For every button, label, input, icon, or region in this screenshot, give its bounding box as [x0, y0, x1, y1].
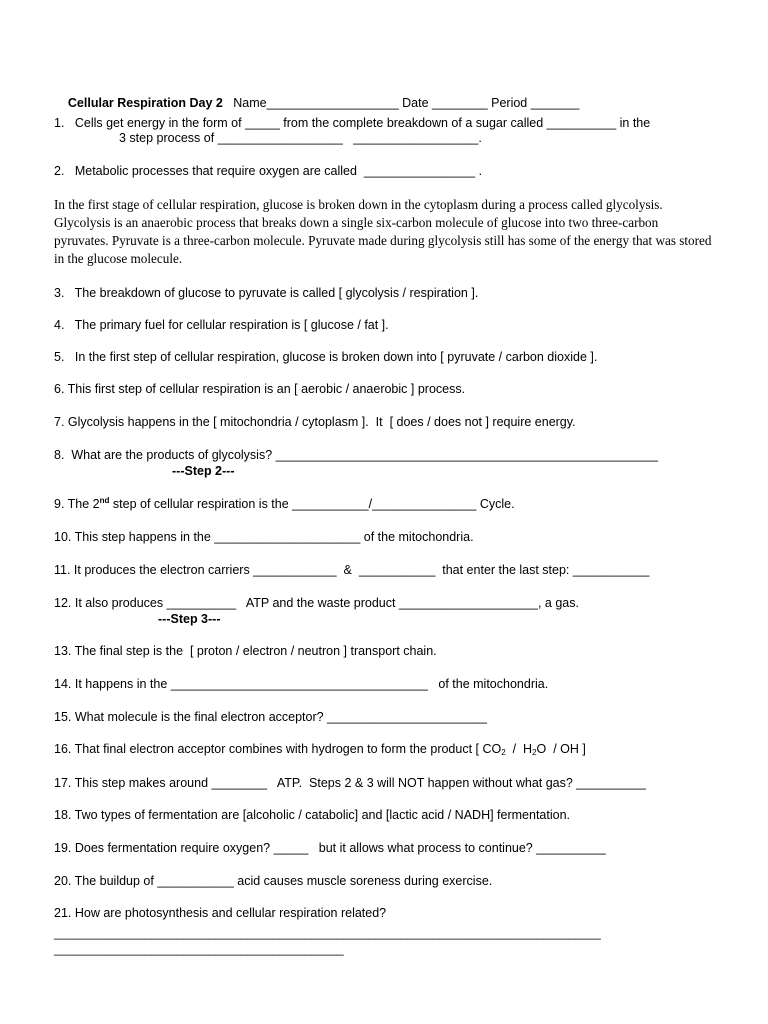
question-13: 13. The final step is the [ proton / electron / neutron ] transport chain.: [54, 644, 437, 658]
question-1: 1. Cells get energy in the form of _____ from the complete breakdown of a sugar called __________ in the: [54, 116, 651, 130]
step-3-heading: ---Step 3---: [158, 612, 221, 626]
question-7: 7. Glycolysis happens in the [ mitochondria / cytoplasm ]. It [ does / does not ] require energy.: [54, 415, 576, 429]
question-2: 2. Metabolic processes that require oxygen are called ________________ .: [54, 164, 483, 178]
question-21: 21. How are photosynthesis and cellular respiration related?: [54, 906, 387, 920]
subscript-2: 2: [532, 748, 537, 757]
question-10: 10. This step happens in the _____________________ of the mitochondria.: [54, 530, 474, 544]
question-4: 4. The primary fuel for cellular respiration is [ glucose / fat ].: [54, 318, 389, 332]
question-9-end: step of cellular respiration is the ___________/_______________ Cycle.: [109, 497, 515, 511]
question-19: 19. Does fermentation require oxygen? _____ but it allows what process to continue? __________: [54, 841, 606, 855]
answer-line-1: _____________________________________________________________________________________: [54, 926, 601, 940]
question-18: 18. Two types of fermentation are [alcoholic / catabolic] and [lactic acid / NADH] fermentation.: [54, 808, 570, 822]
intro-paragraph: In the first stage of cellular respiration, glucose is broken down in the cytoplasm during a process called glycolysis. Glycolysis is an anaerobic process that breaks down a single six-carbon molecule of glucose into two three-carbon pyruvates. Pyruvate is a three-carbon molecule. Pyruvate made during glycolysis still has some of the energy that was stored in the glucose molecule.: [54, 197, 712, 266]
question-16-part-3: O / OH ]: [536, 742, 586, 756]
question-3: 3. The breakdown of glucose to pyruvate is called [ glycolysis / respiration ].: [54, 286, 479, 300]
question-15: 15. What molecule is the final electron acceptor? _______________________: [54, 710, 487, 724]
name-date-period-fields: Name___________________ Date ________ Period _______: [233, 96, 580, 110]
question-9: [54, 497, 515, 512]
question-5: 5. In the first step of cellular respiration, glucose is broken down into [ pyruvate / carbon dioxide ].: [54, 350, 598, 364]
question-16-part-2: / H: [505, 742, 533, 756]
worksheet-title: Cellular Respiration Day 2: [67, 96, 223, 110]
question-17: 17. This step makes around ________ ATP. Steps 2 & 3 will NOT happen without what gas? __________: [54, 776, 646, 790]
ordinal-suffix: nd: [99, 496, 110, 505]
question-12: 12. It also produces __________ ATP and the waste product ____________________, a gas.: [54, 596, 579, 610]
question-14: 14. It happens in the _____________________________________ of the mitochondria.: [54, 677, 549, 691]
question-16-part-1: 16. That final electron acceptor combines with hydrogen to form the product [ CO: [54, 742, 502, 756]
question-20: 20. The buildup of ___________ acid causes muscle soreness during exercise.: [54, 874, 493, 888]
question-1-continued: 3 step process of __________________ __________________.: [119, 131, 482, 145]
question-9-start: 9. The 2: [54, 497, 100, 511]
question-16: [54, 742, 586, 757]
answer-line-2: _____________________________________________: [54, 942, 344, 956]
question-6: 6. This first step of cellular respiration is an [ aerobic / anaerobic ] process.: [54, 382, 466, 396]
subscript-2: 2: [501, 748, 506, 757]
question-8: 8. What are the products of glycolysis? _______________________________________________________: [54, 448, 658, 462]
step-2-heading: ---Step 2---: [172, 464, 235, 478]
question-11: 11. It produces the electron carriers ____________ & ___________ that enter the last step: ___________: [54, 563, 650, 577]
